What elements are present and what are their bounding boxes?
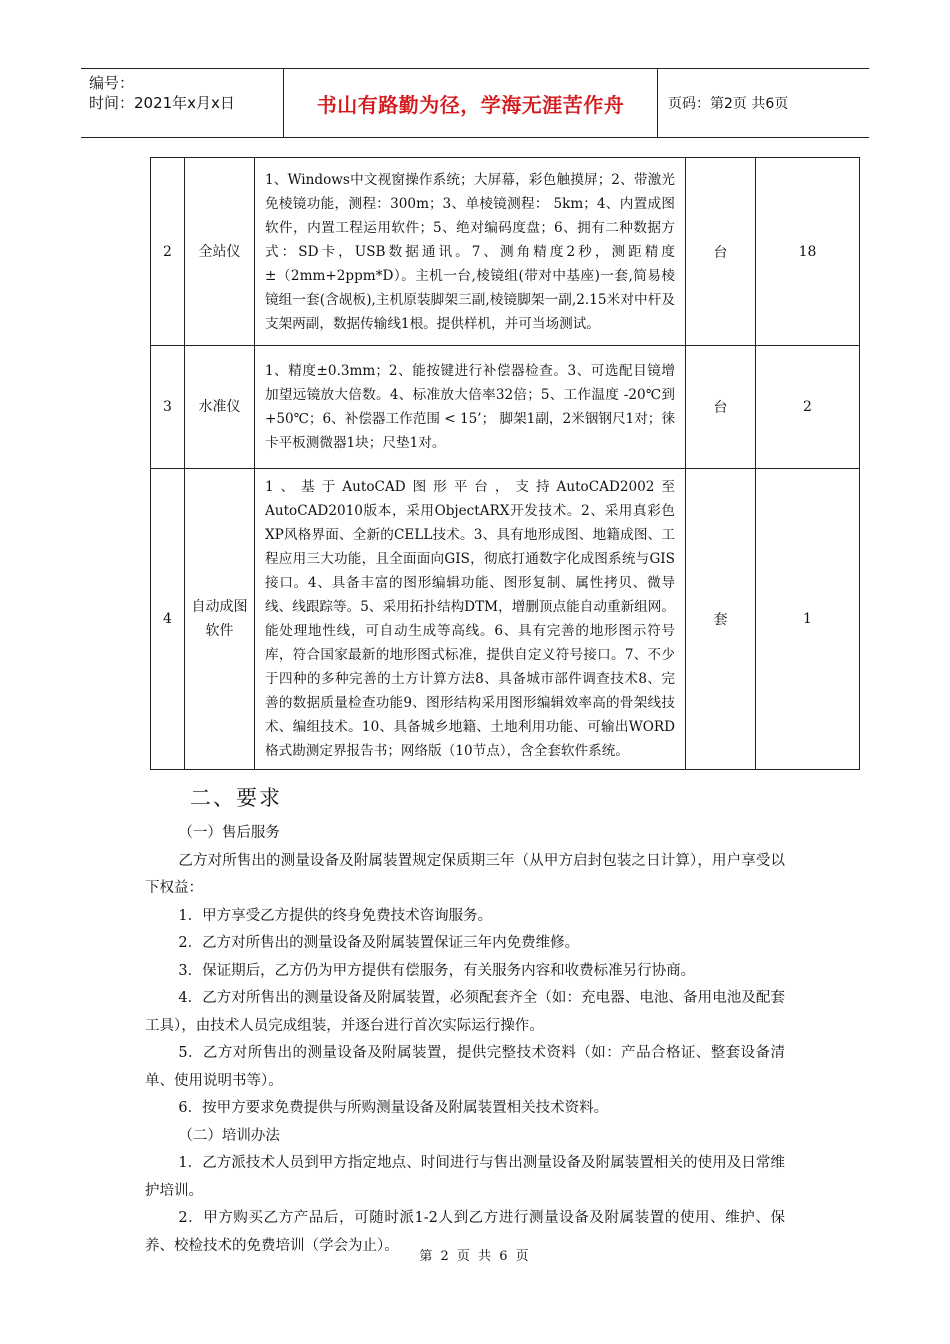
document-number: 编号： <box>89 74 135 92</box>
item-name: 全站仪 <box>185 158 255 346</box>
table-row <box>151 158 860 346</box>
header-page-number: 页码：第2页 共6页 <box>668 96 789 112</box>
row-number: 4 <box>151 469 185 770</box>
page-footer: 第 2 页 共 6 页 <box>419 1249 531 1264</box>
item-quantity: 1 <box>756 469 860 770</box>
item-description: 1、Windows中文视窗操作系统；大屏幕，彩色触摸屏；2、带激光免棱镜功能，测程：300m；3、单棱镜测程： 5km；4、内置成图软件，内置工程运用软件；5、绝对编码度盘；6、拥有二种数据方式：SD卡，USB数据通讯。7、测角精度2秒，测距精度±（2mm+2ppm*D）。主机一台,棱镜组(带对中基座)一套,简易棱镜组一套(含觇板),主机原装脚架三副,棱镜脚架一副,2.15米对中杆及支架两副，数据传输线1根。提供样机，并可当场测试。 <box>255 158 686 346</box>
header-meta <box>81 69 284 137</box>
item-unit: 台 <box>686 346 756 469</box>
equipment-spec-table <box>150 157 860 770</box>
requirements-body <box>145 820 785 1260</box>
table-row <box>151 469 860 770</box>
list-item: 1．乙方派技术人员到甲方指定地点、时间进行与售出测量设备及附属装置相关的使用及日常维护培训。 <box>145 1155 785 1199</box>
section-heading: 二、要求 <box>190 786 282 810</box>
subsection-heading-training: （二）培训办法 <box>178 1127 280 1144</box>
header-motto: 书山有路勤为径，学海无涯苦作舟 <box>284 69 658 137</box>
list-item: 2．甲方购买乙方产品后，可随时派1-2人到乙方进行测量设备及附属装置的使用、维护、保养、校检技术的免费培训（学会为止）。 <box>145 1210 785 1254</box>
row-number: 3 <box>151 346 185 469</box>
item-description: 1、基于AutoCAD图形平台，支持AutoCAD2002至AutoCAD2010版本，采用ObjectARX开发技术。2、采用真彩色XP风格界面、全新的CELL技术。3、具有地形成图、地籍成图、工程应用三大功能，且全面面向GIS，彻底打通数字化成图系统与GIS接口。4、具备丰富的图形编辑功能、图形复制、属性拷贝、微导线、线跟踪等。5、采用拓扑结构DTM，增删顶点能自动重新组网。能处理地性线，可自动生成等高线。6、具有完善的地形图示符号库，符合国家最新的地形图式标准，提供自定义符号接口。7、不少于四种的多种完善的土方计算方法8、具备城市部件调查技术8、完善的数据质量检查功能9、图形结构采用图形编辑效率高的骨架线技术、编组技术。10、具备城乡地籍、土地利用功能、可输出WORD格式勘测定界报告书；网络版（10节点），含全套软件系统。 <box>255 469 686 770</box>
paragraph: 乙方对所售出的测量设备及附属装置规定保质期三年（从甲方启封包装之日计算），用户享受以下权益： <box>145 852 785 896</box>
list-item: 3．保证期后，乙方仍为甲方提供有偿服务，有关服务内容和收费标准另行协商。 <box>178 962 696 979</box>
row-number: 2 <box>151 158 185 346</box>
item-name: 自动成图软件 <box>185 469 255 770</box>
document-date: 时间：2021年x月x日 <box>89 94 235 112</box>
list-item: 2．乙方对所售出的测量设备及附属装置保证三年内免费维修。 <box>178 935 580 951</box>
item-description: 1、精度±0.3mm；2、能按键进行补偿器检查。3、可选配目镜增加望远镜放大倍数。4、标准放大倍率32倍；5、工作温度 -20℃到 +50℃；6、补偿器工作范围 < 15’； 脚架1副，2米铟钢尺1对；徕卡平板测微器1块；尺垫1对。 <box>255 346 686 469</box>
subsection-heading-after-sales: （一）售后服务 <box>178 825 280 841</box>
page-header <box>81 68 869 138</box>
item-quantity: 2 <box>756 346 860 469</box>
list-item: 6．按甲方要求免费提供与所购测量设备及附属装置相关技术资料。 <box>178 1100 609 1116</box>
table-row <box>151 346 860 469</box>
list-item: 4．乙方对所售出的测量设备及附属装置，必须配套齐全（如：充电器、电池、备用电池及配套工具），由技术人员完成组装，并逐台进行首次实际运行操作。 <box>145 990 785 1034</box>
item-unit: 套 <box>686 469 756 770</box>
item-name: 水准仪 <box>185 346 255 469</box>
list-item: 5．乙方对所售出的测量设备及附属装置，提供完整技术资料（如：产品合格证、整套设备清单、使用说明书等）。 <box>145 1045 785 1089</box>
list-item: 1．甲方享受乙方提供的终身免费技术咨询服务。 <box>178 907 493 924</box>
item-unit: 台 <box>686 158 756 346</box>
item-quantity: 18 <box>756 158 860 346</box>
